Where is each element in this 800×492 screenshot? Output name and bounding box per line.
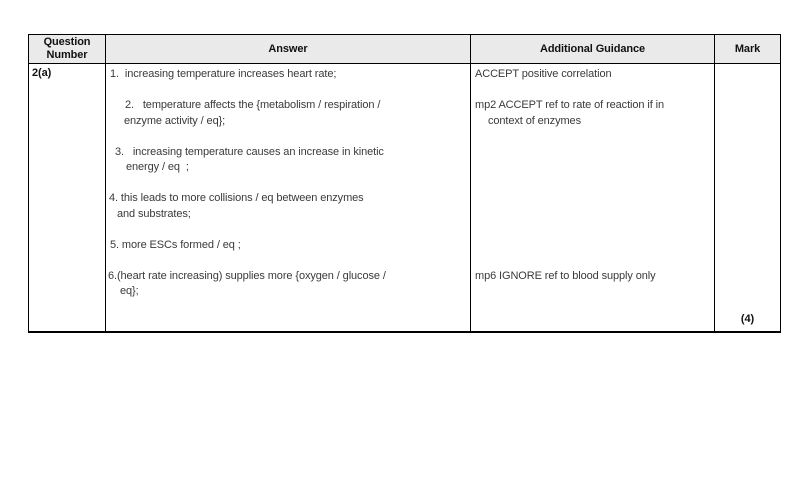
answer-line: enzyme activity / eq}; — [124, 114, 226, 127]
guidance-line — [475, 176, 714, 192]
guidance-line — [475, 253, 714, 269]
answer-line: 4. this leads to more collisions / eq between enzymes — [109, 192, 364, 204]
answer-line — [108, 253, 470, 269]
guidance-line — [475, 222, 714, 238]
mark-cell — [714, 64, 780, 331]
answer-line: 6.(heart rate increasing) supplies more {oxygen / glucose / — [108, 269, 386, 282]
guidance-line — [475, 129, 714, 145]
guidance-line — [475, 191, 714, 207]
header-mark: Mark — [714, 35, 780, 63]
answer-line — [108, 176, 470, 192]
question-number-cell: 2(a) — [32, 67, 52, 79]
guidance-line — [475, 83, 714, 99]
header-additional-guidance: Additional Guidance — [470, 35, 714, 63]
guidance-line: mp6 IGNORE ref to blood supply only — [475, 269, 656, 282]
answer-line — [108, 222, 470, 238]
answer-line: 1. increasing temperature increases heart rate; — [110, 68, 337, 80]
answer-line: eq}; — [120, 285, 139, 297]
guidance-line — [475, 207, 714, 223]
guidance-cell — [470, 64, 714, 331]
answer-line: energy / eq ; — [126, 161, 189, 173]
answer-line: 5. more ESCs formed / eq ; — [110, 238, 241, 251]
guidance-line — [475, 238, 714, 254]
table-row — [29, 64, 780, 331]
guidance-line: context of enzymes — [488, 114, 581, 127]
answer-line — [108, 83, 470, 99]
mark-scheme-table — [28, 34, 781, 333]
mark-value: (4) — [740, 313, 755, 325]
header-question-number: Question Number — [43, 36, 91, 61]
answer-line: 2. temperature affects the {metabolism / respiration / — [125, 99, 381, 111]
guidance-line — [475, 145, 714, 161]
answer-cell — [105, 64, 470, 331]
header-answer: Answer — [105, 35, 470, 63]
table-header-row — [29, 35, 780, 64]
answer-line — [108, 129, 470, 145]
answer-line: 3. increasing temperature causes an increase in kinetic — [115, 145, 384, 158]
guidance-line — [475, 160, 714, 176]
guidance-line: mp2 ACCEPT ref to rate of reaction if in — [475, 99, 664, 111]
guidance-line: ACCEPT positive correlation — [475, 68, 612, 80]
answer-line: and substrates; — [117, 207, 191, 220]
